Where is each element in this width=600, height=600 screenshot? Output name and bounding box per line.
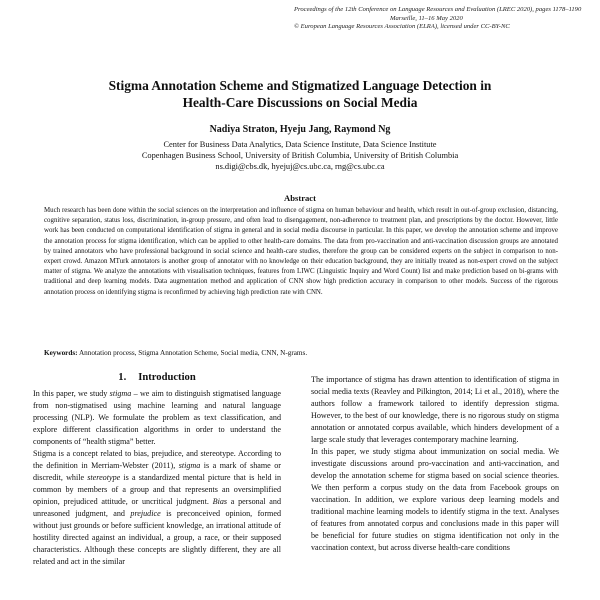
proceedings-header: [294, 6, 582, 32]
abstract-text: Much research has been done within the social sciences on the interpretation and influence of stigma on human behaviour and health, which result in out-of-group exclusion, distancing, cognitive separation, status loss, discrimination, in-group pressure, and often lead to disengagement, non-adherence to treatment plan, and prescriptions by the doctor. However, little work has been conducted on computational identification of stigma in general and in social media discourse in particular. In this paper, we develop the annotation scheme and improve the annotation process for stigma identification, which can be applied to other health-care domains. The data from pro-vaccination and anti-vaccination discussion groups are annotated by trained annotators who have professional background in social science and health-care studies, therefore the group can be considered experts on the subject in comparison to non-expert crowd. Amazon MTurk annotators is another group of annotator with no knowledge on their education background, they are initially treated as non-expert crowd on the subject matter of stigma. We analyze the annotations with visualisation techniques, features from LIWC (Linguistic Inquiry and Word Count) list and make prediction based on bi-grams with traditional and deep learning models. Data augmentation method and application of CNN show high prediction accuracy in comparison to other models. Success of the rigorous annotation process on identifying stigma is reconfirmed by achieving high prediction rate with CNN.: [44, 207, 558, 296]
intro-paragraph-1: In this paper, we study stigma – we aim to distinguish stigmatised language from non-stigmatised using machine learning and natural language processing (NLP). We formulate the problem as text classification, and explore different classification algorithms in order to understand the components of “health stigma” better.: [33, 388, 281, 446]
affiliation-universities: Copenhagen Business School, University of British Columbia, University of British Columbia: [141, 151, 459, 160]
proceedings-line: Proceedings of the 12th Conference on Language Resources and Evaluation (LREC 2020), pages 1178–1190: [294, 6, 582, 13]
keywords-label: Keywords:: [44, 349, 78, 357]
keywords-text: Annotation process, Stigma Annotation Scheme, Social media, CNN, N-grams.: [77, 349, 308, 357]
section-heading: [33, 372, 281, 384]
section-title: Introduction: [138, 372, 196, 383]
author-list: Nadiya Straton, Hyeju Jang, Raymond Ng: [209, 124, 391, 135]
intro-paragraph-4: In this paper, we study stigma about immunization on social media. We investigate discussions around pro-vaccination and anti-vaccination, and develop the annotation scheme for stigma based on social science theories. We then perform a corpus study on the data from Facebook groups on vaccination. In addition, we explore various deep learning models and traditional machine learning models to identify stigma in the text. Analyses of features from annotated corpus and conclusions made in this paper will be beneficial for future studies on stigma identification not only in the vaccination context, but across diverse health-care conditions: [311, 447, 559, 552]
paper-title: Stigma Annotation Scheme and Stigmatized Language Detection in Health-Care Discussions on Social Media: [108, 78, 492, 110]
left-column: [33, 372, 281, 569]
section-number: 1.: [118, 372, 127, 383]
author-emails: ns.digi@cbs.dk, hyejuj@cs.ubc.ca, rng@cs.ubc.ca: [215, 162, 385, 171]
keywords: [44, 349, 558, 357]
proceedings-location: Marseille, 11–16 May 2020: [390, 14, 463, 22]
proceedings-license: © European Language Resources Association (ELRA), licensed under CC-BY-NC: [294, 23, 510, 31]
right-column: [311, 374, 559, 555]
abstract-heading: Abstract: [284, 193, 316, 203]
intro-paragraph-2: Stigma is a concept related to bias, prejudice, and stereotype. According to the definition in Merriam-Webster (2011), stigma is a mark of shame or discredit, while stereotype is a standardized mental picture that is held in common by members of a group and that represents an oversimplified opinion, prejudiced attitude, or uncritical judgment. Bias a personal and unreasoned judgment, and prejudice is preconceived opinion, formed without just grounds or before sufficient knowledge, an irrational attitude of hostility directed against an individual, a group, a race, or their supposed characteristics. Although these concepts are slightly different, they are all related and act in the similar: [33, 449, 282, 566]
intro-paragraph-3: The importance of stigma has drawn attention to identification of stigma in social media texts (Reavley and Pilkington, 2014; Li et al., 2018), where the authors follow a framework tailored to identify depression stigma. However, to the best of our knowledge, there is no rigorous study on stigma annotation or annotated corpus available, which hinders development of a large scale study that leverages contemporary machine learning.: [311, 375, 559, 444]
affiliations: [40, 139, 560, 172]
affiliation-centers: Center for Business Data Analytics, Data Science Institute, Data Science Institute: [163, 140, 437, 149]
